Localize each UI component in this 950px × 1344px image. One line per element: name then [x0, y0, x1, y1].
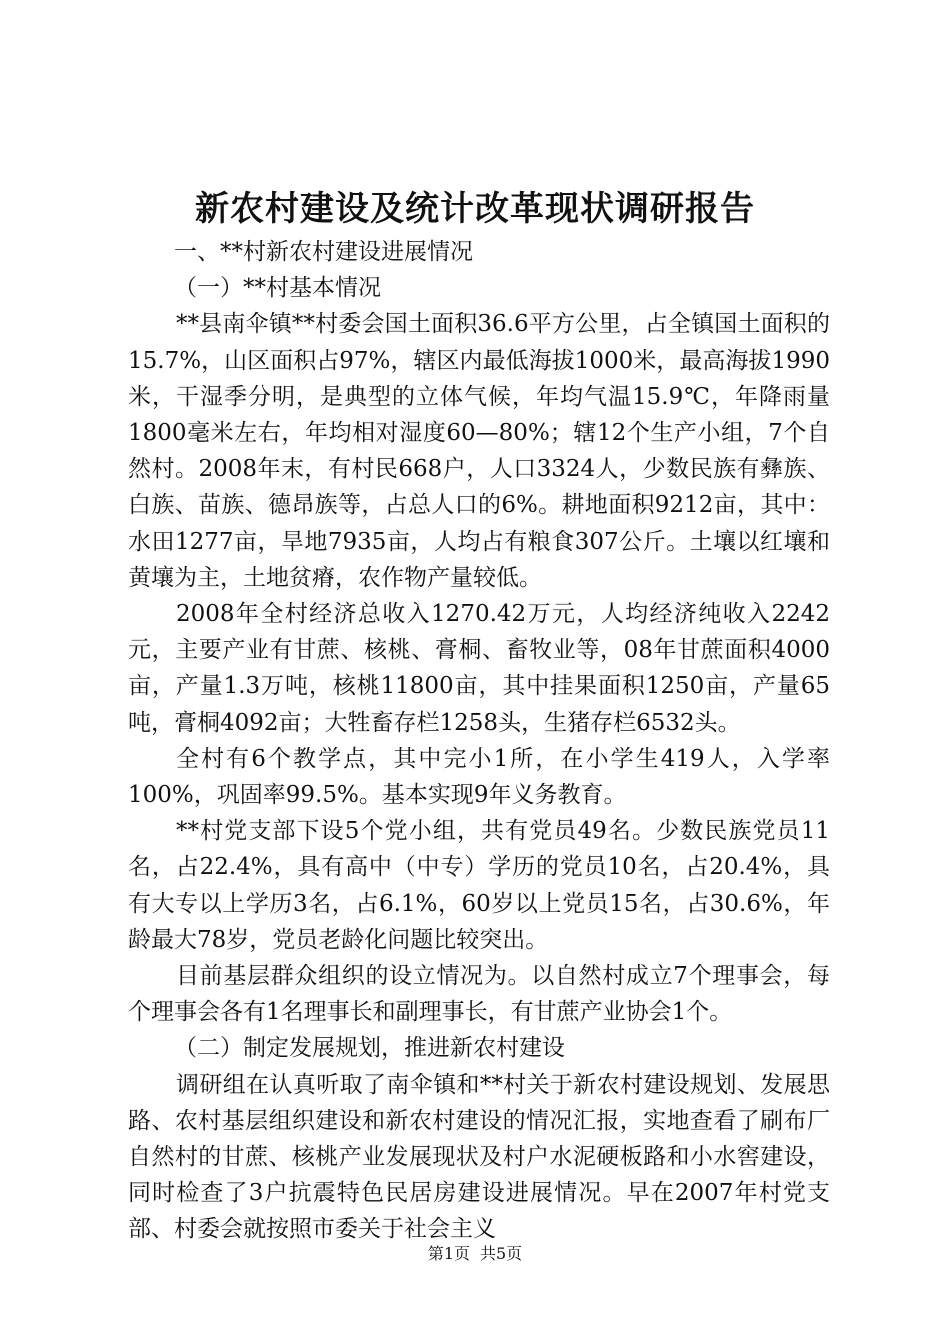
body-paragraph: **县南伞镇**村委会国土面积36.6平方公里，占全镇国土面积的15.7%，山区面积占97%，辖区内最低海拔1000米，最高海拔1990米，干湿季分明，是典型的立体气候，年均气温15.9℃，年降雨量1800毫米左右，年均相对湿度60—80%；辖12个生产小组，7个自然村。2008年末，有村民668户，人口3324人，少数民族有彝族、白族、苗族、德昂族等，占总人口的6%。耕地面积9212亩，其中：水田1277亩，旱地7935亩，人均占有粮食307公斤。土壤以红壤和黄壤为主，土地贫瘠，农作物产量较低。: [128, 311, 830, 591]
body-paragraph: 调研组在认真听取了南伞镇和**村关于新农村建设规划、发展思路、农村基层组织建设和新农村建设的情况汇报，实地查看了刷布厂自然村的甘蔗、核桃产业发展现状及村户水泥硬板路和小水窖建设，同时检查了3户抗震特色民居房建设进展情况。早在2007年村党支部、村委会就按照市委关于社会主义: [128, 1071, 830, 1243]
document-title: 新农村建设及统计改革现状调研报告: [195, 189, 755, 229]
page-total: 共5页: [480, 1244, 523, 1263]
document-body: [128, 234, 830, 1248]
body-paragraph: **村党支部下设5个党小组，共有党员49名。少数民族党员11名，占22.4%，具有高中（中专）学历的党员10名，占20.4%，具有大专以上学历3名，占6.1%，60岁以上党员15名，占30.6%，年龄最大78岁，党员老龄化问题比较突出。: [128, 818, 830, 953]
body-paragraph: 目前基层群众组织的设立情况为。以自然村成立7个理事会，每个理事会各有1名理事长和副理事长，有甘蔗产业协会1个。: [128, 963, 830, 1026]
body-paragraph: 全村有6个教学点，其中完小1所，在小学生419人，入学率100%，巩固率99.5%。基本实现9年义务教育。: [128, 745, 830, 809]
page-number: 第1页: [427, 1244, 470, 1263]
section-heading: 一、**村新农村建设进展情况: [174, 239, 473, 265]
subsection-heading: （一）**村基本情况: [174, 275, 381, 302]
subsection-heading: （二）制定发展规划，推进新农村建设: [174, 1035, 565, 1062]
page-footer: [0, 1243, 950, 1265]
body-paragraph: 2008年全村经济总收入1270.42万元，人均经济纯收入2242元，主要产业有甘蔗、核桃、膏桐、畜牧业等，08年甘蔗面积4000亩，产量1.3万吨，核桃11800亩，其中挂果面积1250亩，产量65吨，膏桐4092亩；大牲畜存栏1258头，生猪存栏6532头。: [128, 601, 830, 736]
